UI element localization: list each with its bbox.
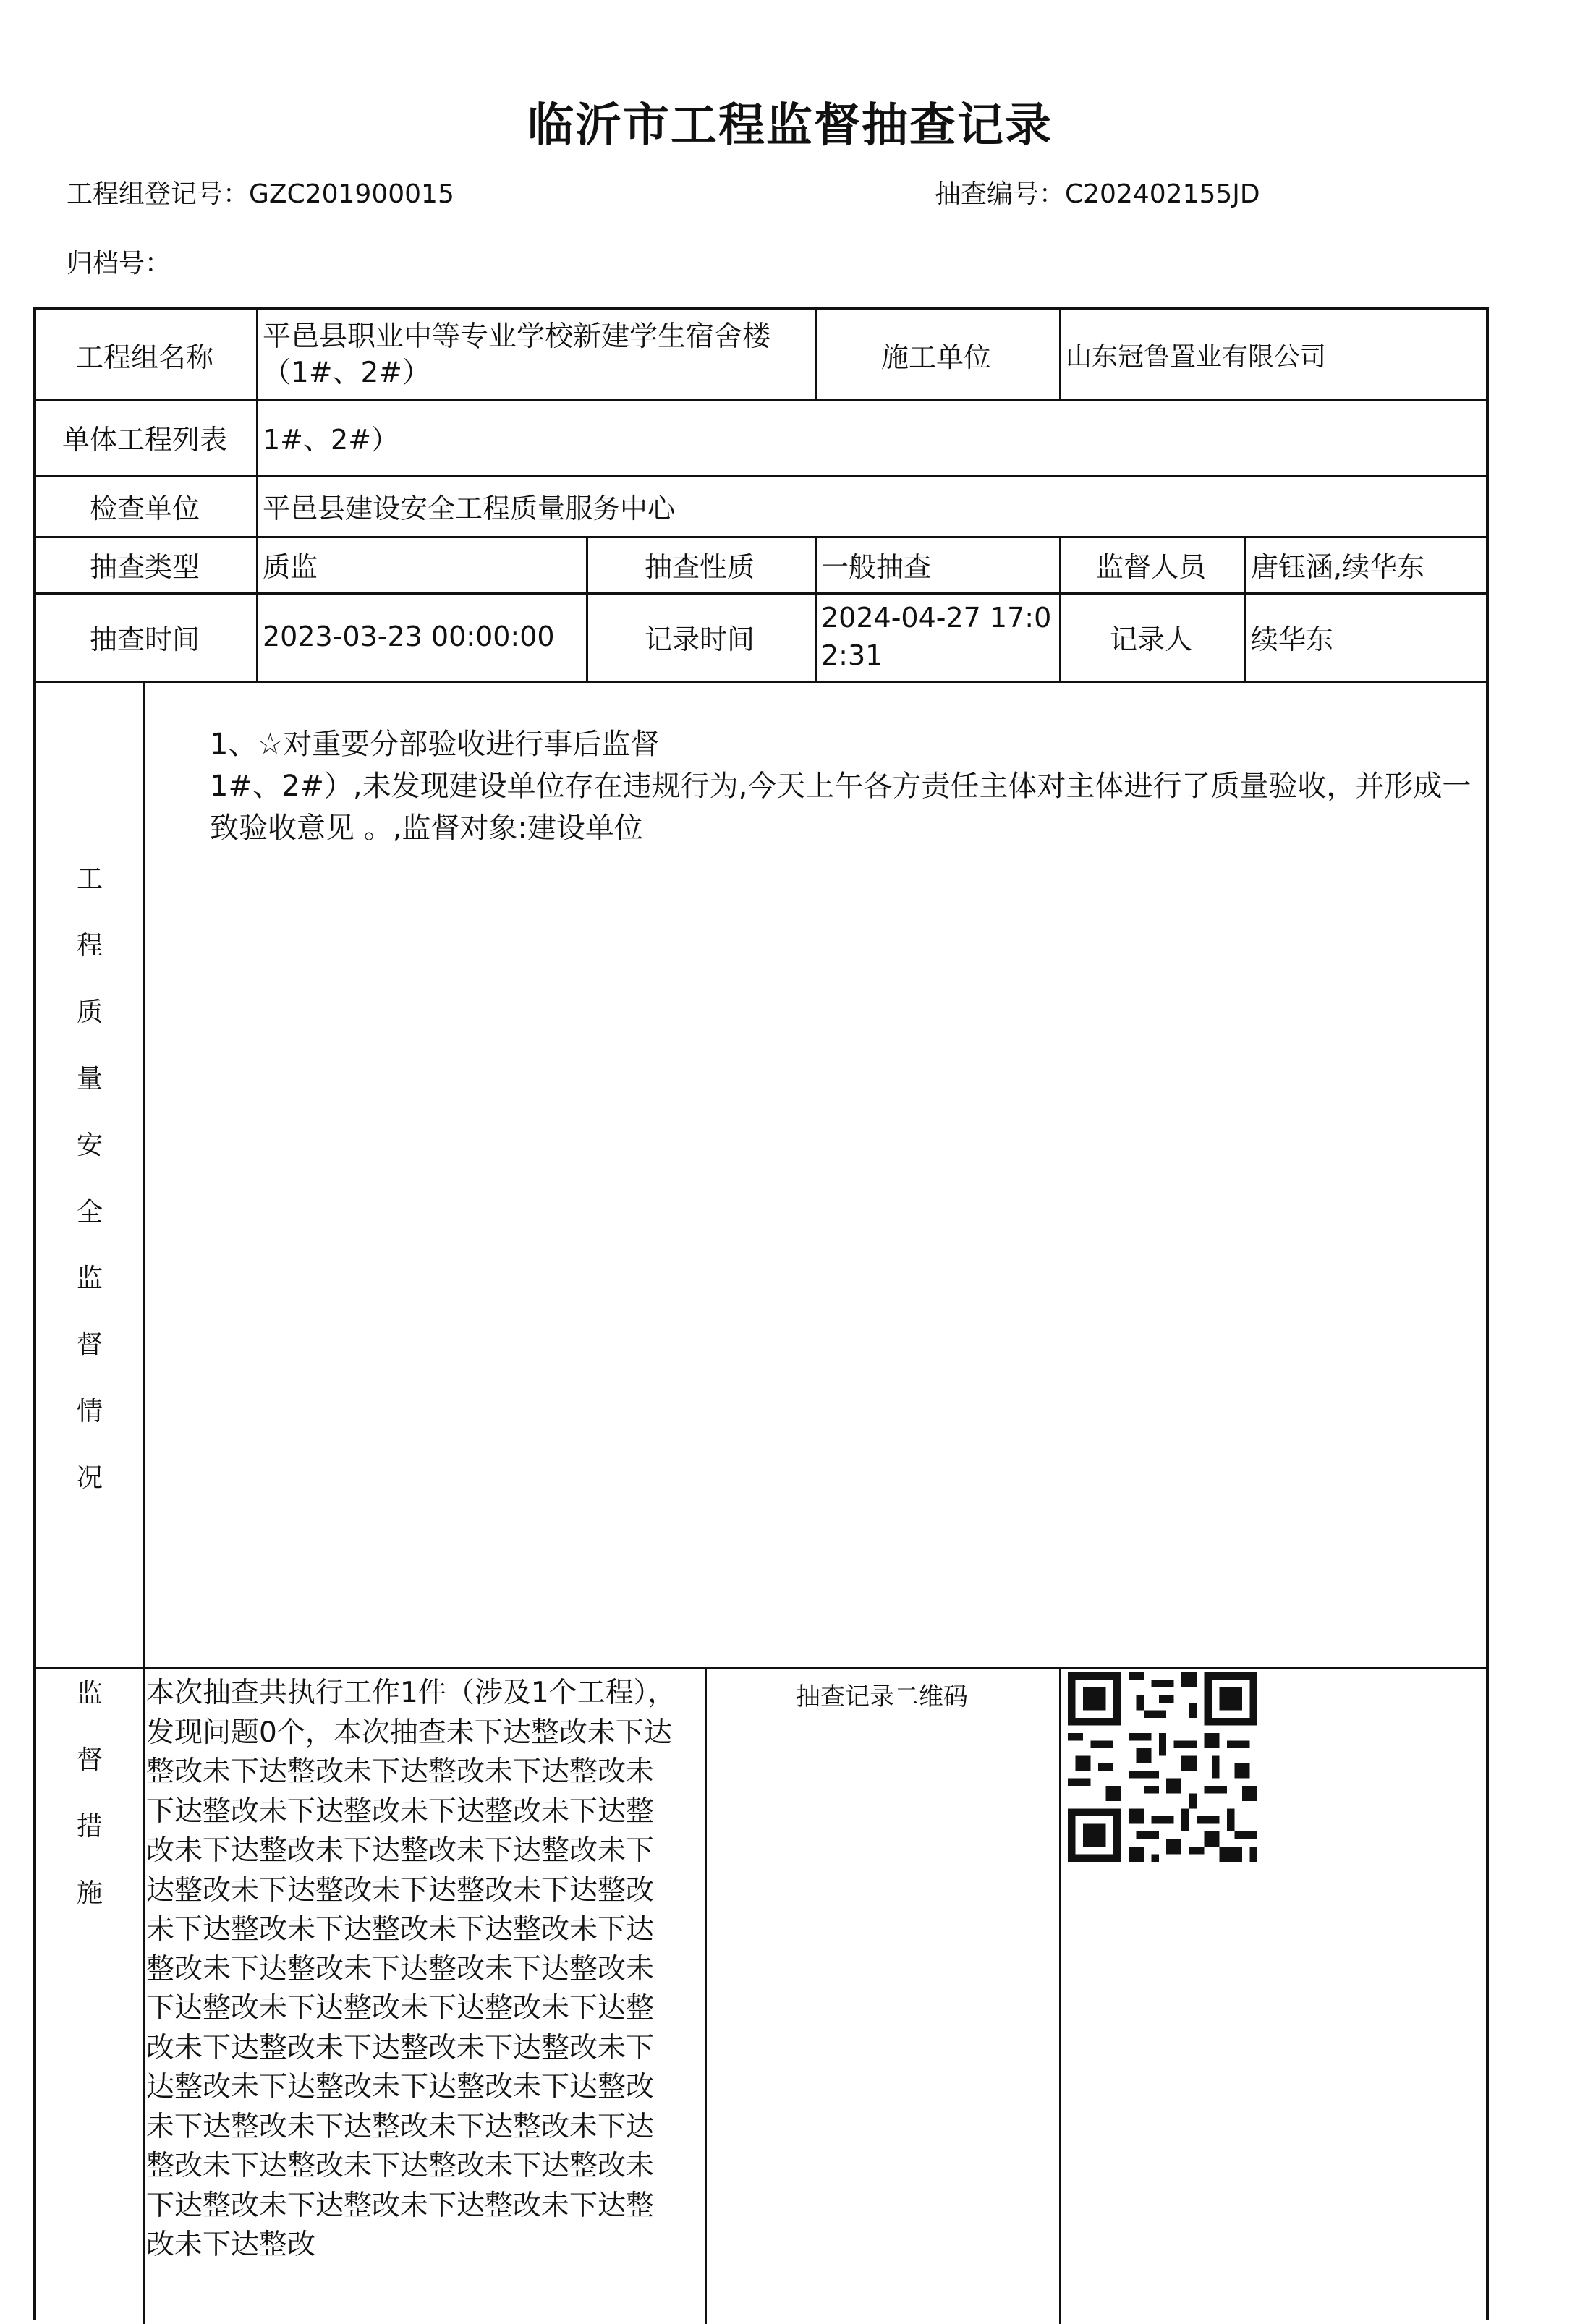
record-time-label: 记录时间 [644,623,755,655]
situation-line-1: 1、☆对重要分部验收进行事后监督 [210,728,660,761]
registration-label: 工程组登记号： [67,179,250,209]
check-time-value: 2023-03-23 00:00:00 [263,621,555,652]
inspector-org-label: 检查单位 [89,492,200,524]
registration-value: GZC201900015 [249,179,454,209]
supervisors-label: 监督人员 [1095,550,1206,583]
record-time-value: 2024-04-27 17:02:31 [821,602,1052,671]
constructor-label: 施工单位 [880,341,991,373]
check-nature-label: 抽查性质 [644,550,755,583]
situation-line-2: 1#、2#）,未发现建设单位存在违规行为,今天上午各方责任主体对主体进行了质量验收，并形成一致验收意见 。,监督对象:建设单位 [210,770,1471,845]
registration-number [67,174,454,210]
inspector-org-value: 平邑县建设安全工程质量服务中心 [263,492,676,524]
qr-code-image [1068,1672,1257,1862]
units-label: 单体工程列表 [61,424,227,456]
check-number-value: C202402155JD [1065,179,1260,209]
supervisors-value: 唐钰涵,续华东 [1251,550,1425,583]
units-value: 1#、2#） [263,424,399,456]
constructor-value: 山东冠鲁置业有限公司 [1066,342,1327,372]
check-type-value: 质监 [263,550,318,583]
check-number [935,174,1260,210]
check-type-label: 抽查类型 [89,550,200,583]
project-name-label: 工程组名称 [75,341,213,373]
recorder-label: 记录人 [1109,623,1192,655]
page-title: 临沂市工程监督抽查记录 [527,99,1053,153]
situation-notes [210,723,1483,849]
check-time-label: 抽查时间 [89,623,200,655]
qr-code-label: 抽查记录二维码 [796,1682,968,1711]
archive-number [67,243,171,280]
recorder-value: 续华东 [1251,623,1334,655]
project-name-value: 平邑县职业中等专业学校新建学生宿舍楼（1#、2#） [263,320,771,389]
check-nature-value: 一般抽查 [821,550,932,583]
measures-text: 本次抽查共执行工作1件（涉及1个工程），发现问题0个，本次抽查未下达整改未下达整改未下达整改未下达整改未下达整改未下达整改未下达整改未下达整改未下达整改未下达整改未下达整改未下达整改未下达整改未下达整改未下达整改未下达整改未下达整改未下达整改未下达整改未下达整改未下达整改未下达整改未下达整改未下达整改未下达整改未下达整改未下达整改未下达整改未下达整改未下达整改未下达整改未下达整改未下达整改未下达整改未下达整改未下达整改未下达整改未下达整改未下达整改未下达整改未下达整改未下达整改未下达整改未下达整改未下达整改未下达整改 [146,1677,676,2261]
archive-label: 归档号： [67,249,171,278]
measures-side-label: 监督措施 [76,1679,103,1908]
situation-side-label: 工程质量安全监督情况 [76,864,103,1493]
check-number-label: 抽查编号： [935,179,1066,209]
